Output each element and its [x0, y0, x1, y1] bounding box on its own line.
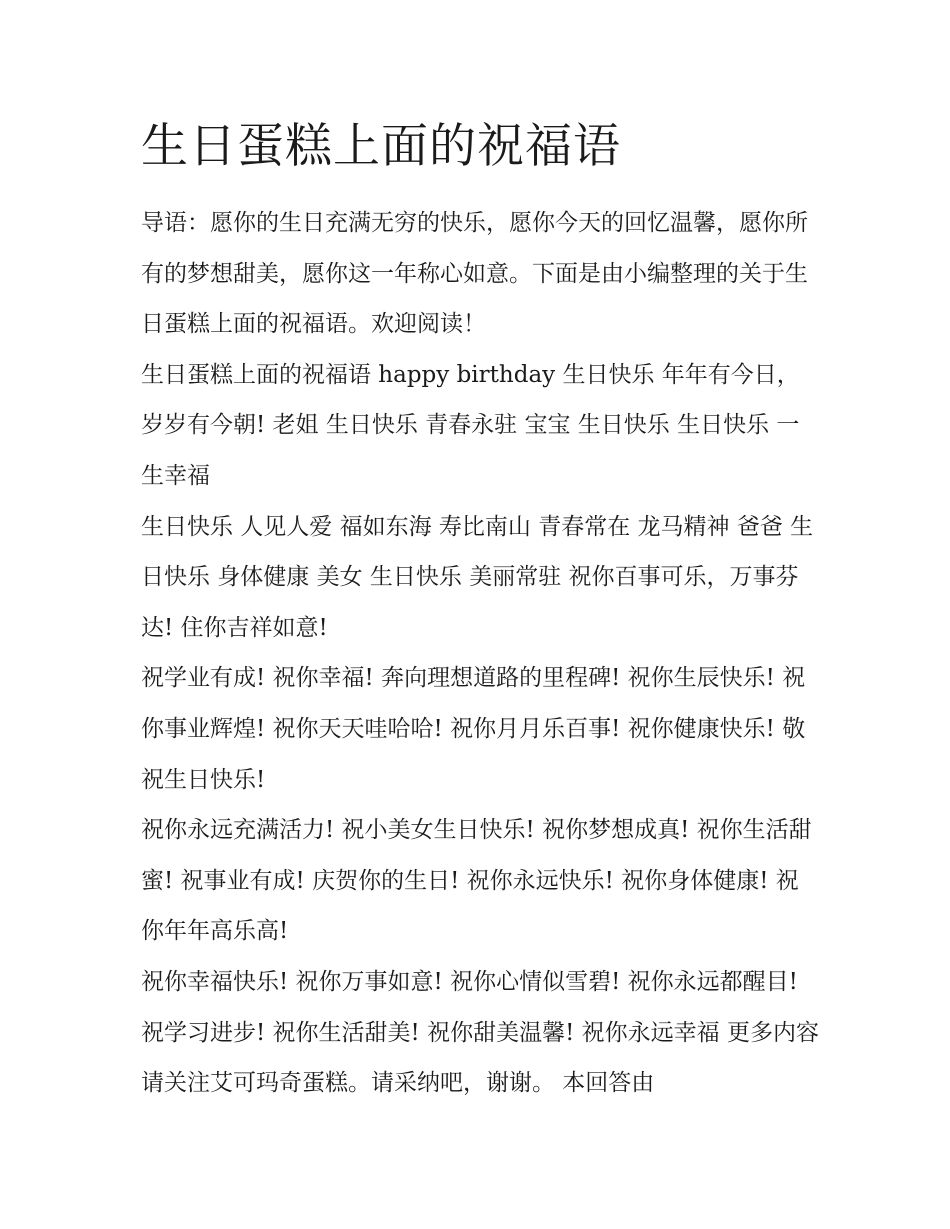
paragraph: 生日蛋糕上面的祝福语 happy birthday 生日快乐 年年有今日，岁岁有今朝! 老姐 生日快乐 青春永驻 宝宝 生日快乐 生日快乐 一生幸福 [141, 361, 800, 489]
paragraph: 祝你幸福快乐! 祝你万事如意! 祝你心情似雪碧! 祝你永远都醒目! 祝学习进步! 祝你生活甜美! 祝你甜美温馨! 祝你永远幸福 更多内容请关注艾可玛奇蛋糕。请采纳吧，谢谢。 本回答由 [141, 968, 819, 1097]
paragraph: 祝学业有成! 祝你幸福! 奔向理想道路的里程碑! 祝你生辰快乐! 祝你事业辉煌! 祝你天天哇哈哈! 祝你月月乐百事! 祝你健康快乐! 敬祝生日快乐! [141, 665, 806, 793]
paragraph: 生日快乐 人见人爱 福如东海 寿比南山 青春常在 龙马精神 爸爸 生日快乐 身体健康 美女 生日快乐 美丽常驻 祝你百事可乐，万事芬达! 住你吉祥如意! [141, 513, 814, 641]
document-title: 生日蛋糕上面的祝福语 [141, 119, 621, 174]
document-body [141, 198, 821, 1109]
intro-paragraph: 导语：愿你的生日充满无穷的快乐，愿你今天的回忆温馨，愿你所有的梦想甜美，愿你这一年称心如意。下面是由小编整理的关于生日蛋糕上面的祝福语。欢迎阅读！ [141, 210, 808, 338]
paragraph: 祝你永远充满活力! 祝小美女生日快乐! 祝你梦想成真! 祝你生活甜蜜! 祝事业有成! 庆贺你的生日! 祝你永远快乐! 祝你身体健康! 祝你年年高乐高! [141, 817, 812, 945]
